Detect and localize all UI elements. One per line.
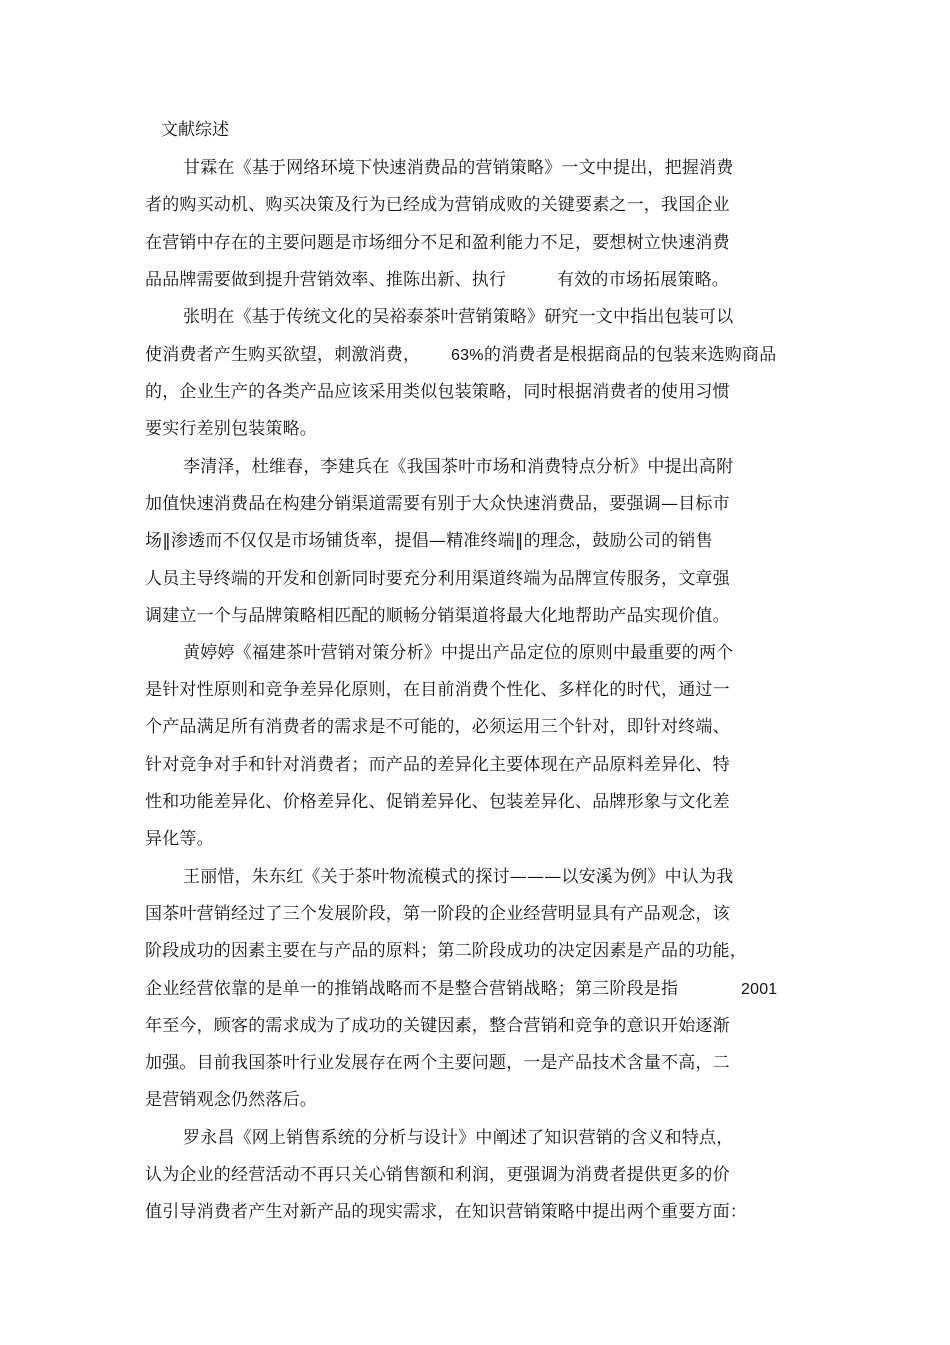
text-line-number [451,343,484,368]
text-line: 个产品满足所有消费者的需求是不可能的，必须运用三个针对，即针对终端、 [145,717,730,737]
text-line: 要实行差别包装策略。 [145,419,317,439]
text-line: 值引导消费者产生对新产品的现实需求，在知识营销策略中提出两个重要方面： [145,1202,747,1222]
text-line: 加强。目前我国茶叶行业发展存在两个主要问题，一是产品技术含量不高，二 [145,1053,730,1073]
text-line: 者的购买动机、购买决策及行为已经成为营销成败的关键要素之一，我国企业 [145,195,730,215]
text-line: 是营销观念仍然落后。 [145,1090,317,1110]
text-line: 李清泽，杜维春，李建兵在《我国茶叶市场和消费特点分析》中提出高附 [183,457,734,477]
year-value: 2001 [741,981,778,998]
text-line: 阶段成功的因素主要在与产品的原料；第二阶段成功的决定因素是产品的功能， [145,941,747,961]
text-line: 使消费者产生购买欲望，刺激消费， [145,345,421,365]
text-line: 加值快速消费品在构建分销渠道需要有别于大众快速消费品，要强调—目标市 [145,494,730,514]
text-line: 在营销中存在的主要问题是市场细分不足和盈利能力不足，要想树立快速消费 [145,233,730,253]
text-line: 是针对性原则和竞争差异化原则，在目前消费个性化、多样化的时代，通过一 [145,680,730,700]
text-line: 的，企业生产的各类产品应该采用类似包装策略，同时根据消费者的使用习惯 [145,382,730,402]
text-line: 有效的市场拓展策略。 [557,270,729,290]
text-line: 年至今，顾客的需求成为了成功的关键因素，整合营销和竞争的意识开始逐渐 [145,1016,730,1036]
text-line-number [741,977,777,1002]
text-line: 认为企业的经营活动不再只关心销售额和利润，更强调为消费者提供更多的价 [145,1165,730,1185]
text-line: 异化等。 [145,829,214,849]
section-heading: 文献综述 [161,120,229,140]
text-line: 场‖渗透而不仅仅是市场铺货率，提倡—精准终端‖的理念，鼓励公司的销售 [145,531,713,551]
text-line: 甘霖在《基于网络环境下快速消费品的营销策略》一文中提出，把握消费 [183,158,734,178]
text-line: 王丽惜，朱东红《关于茶叶物流模式的探讨———以安溪为例》中认为我 [183,867,734,887]
percent-value: 63% [451,347,484,364]
text-line: 国茶叶营销经过了三个发展阶段，第一阶段的企业经营明显具有产品观念，该 [145,904,730,924]
text-line: 性和功能差异化、价格差异化、促销差异化、包装差异化、品牌形象与文化差 [145,792,730,812]
text-line: 品品牌需要做到提升营销效率、推陈出新、执行 [145,270,507,290]
text-line: 张明在《基于传统文化的吴裕泰茶叶营销策略》研究一文中指出包装可以 [183,307,734,327]
text-line: 罗永昌《网上销售系统的分析与设计》中阐述了知识营销的含义和特点， [183,1128,734,1148]
text-line: 人员主导终端的开发和创新同时要充分利用渠道终端为品牌宣传服务，文章强 [145,569,730,589]
text-line: 针对竞争对手和针对消费者；而产品的差异化主要体现在产品原料差异化、特 [145,755,730,775]
text-line: 调建立一个与品牌策略相匹配的顺畅分销渠道将最大化地帮助产品实现价值。 [145,606,730,626]
text-line: 企业经营依靠的是单一的推销战略而不是整合营销战略；第三阶段是指 [145,979,679,999]
text-line: 的消费者是根据商品的包装来选购商品 [484,345,777,365]
text-line: 黄婷婷《福建茶叶营销对策分析》中提出产品定位的原则中最重要的两个 [183,643,734,663]
